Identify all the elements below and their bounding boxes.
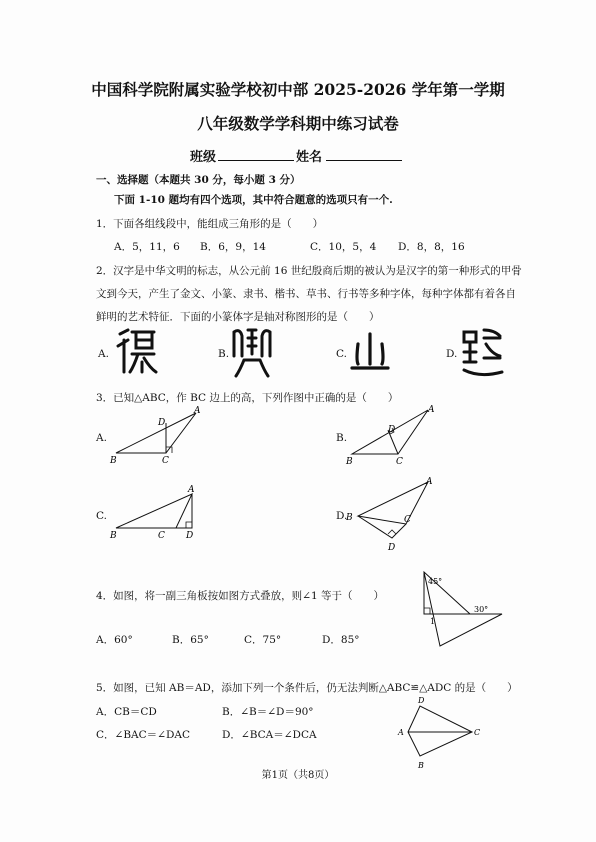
q2-stem-line2: 文到今天，产生了金文、小篆、隶书、楷书、草书、行书等多种字体，每种字体都有着各自 (96, 288, 516, 300)
q4-label-1: 1 (430, 617, 436, 626)
exam-title-line1: 中国科学院附属实验学校初中部 2025-2026 学年第一学期 (91, 80, 505, 99)
q4-label-30: 30° (474, 605, 489, 614)
exam-title-line2: 八年级数学学科期中练习试卷 (197, 114, 399, 133)
q3-figure-b (344, 402, 444, 466)
q2-seal-glyph-b (230, 326, 274, 378)
q4-option-c[interactable]: C．75° (244, 634, 282, 646)
q5-figure (396, 694, 486, 772)
q2-option-c-letter[interactable]: C. (336, 348, 347, 360)
q5-stem: 5．如图，已知 AB＝AD，添加下列一个条件后，仍无法判断△ABC≌△ADC 的是（ ） (96, 682, 518, 694)
q3c-label-c: C (158, 531, 165, 541)
q5-label-b: B (418, 761, 424, 770)
section1-instruction: 下面 1-10 题均有四个选项，其中符合题意的选项只有一个. (114, 194, 393, 206)
class-label: 班级 (190, 150, 217, 165)
q3b-label-b: B (346, 457, 353, 466)
q3-option-c-letter[interactable]: C. (96, 510, 107, 522)
name-blank[interactable] (326, 160, 402, 161)
q1-stem: 1．下面各组线段中，能组成三角形的是（ ） (96, 218, 324, 230)
q1-option-b[interactable]: B．6，9，14 (200, 241, 266, 253)
q3c-label-d: D (186, 531, 194, 541)
q1-option-c[interactable]: C．10，5，4 (310, 241, 377, 253)
class-blank[interactable] (218, 160, 294, 161)
q2-seal-glyph-c (350, 330, 390, 376)
q3-option-a-letter[interactable]: A. (96, 432, 107, 444)
q3a-label-a: A (194, 406, 201, 416)
q3a-label-b: B (110, 456, 117, 465)
q3b-label-a: A (428, 405, 435, 415)
q3-figure-d (344, 476, 444, 556)
q2-option-a-letter[interactable]: A. (98, 348, 109, 360)
q5-label-c: C (474, 728, 481, 737)
q4-option-d[interactable]: D．85° (322, 634, 360, 646)
q3a-label-c: C (162, 456, 169, 465)
name-label: 姓名 (296, 150, 323, 165)
q3c-label-b: B (110, 531, 117, 541)
q3-figure-a (108, 405, 208, 465)
q5-option-a[interactable]: A．CB＝CD (96, 706, 157, 718)
page-number-footer: 第1页（共8页） (261, 770, 335, 781)
q3d-label-b: B (346, 513, 353, 523)
q1-option-d[interactable]: D．8，8，16 (398, 241, 465, 253)
q2-stem-line3: 鲜明的艺术特征．下面的小篆体字是轴对称图形的是（ ） (96, 311, 380, 323)
q5-label-d: D (418, 696, 425, 705)
q3d-label-d: D (388, 543, 396, 553)
q3-option-d-letter[interactable]: D. (336, 510, 348, 522)
q1-option-a[interactable]: A．5，11，6 (114, 241, 180, 253)
section1-heading: 一、选择题（本题共 30 分，每小题 3 分） (96, 174, 301, 186)
q2-stem-line1: 2．汉字是中华文明的标志，从公元前 16 世纪殷商后期的被认为是汉字的第一种形式的甲骨 (96, 265, 522, 277)
q5-option-d[interactable]: D．∠BCA＝∠DCA (222, 729, 317, 741)
q2-seal-glyph-d (460, 326, 504, 380)
q5-label-a: A (398, 728, 404, 737)
q4-stem: 4．如图，将一副三角板按如图方式叠放，则∠1 等于（ ） (96, 590, 384, 602)
q3-stem: 3．已知△ABC，作 BC 边上的高，下列作图中正确的是（ ） (96, 392, 399, 404)
q2-option-d-letter[interactable]: D. (446, 348, 458, 360)
q3-figure-c (108, 480, 208, 544)
q3a-label-d: D (158, 418, 166, 428)
q3b-label-d: D (388, 425, 396, 435)
q4-option-b[interactable]: B．65° (172, 634, 209, 646)
q4-figure (420, 568, 510, 652)
q3d-label-c: C (404, 515, 411, 525)
q5-option-c[interactable]: C．∠BAC＝∠DAC (96, 729, 190, 741)
q4-label-45: 45° (428, 577, 443, 586)
q2-seal-glyph-a (114, 326, 158, 378)
q2-option-b-letter[interactable]: B. (218, 348, 230, 360)
q3-option-b-letter[interactable]: B. (336, 432, 348, 444)
q3d-label-a: A (426, 477, 433, 487)
q3b-label-c: C (396, 457, 403, 466)
q5-option-b[interactable]: B．∠B＝∠D＝90° (222, 706, 314, 718)
q3c-label-a: A (188, 485, 195, 495)
q4-option-a[interactable]: A．60° (96, 634, 133, 646)
